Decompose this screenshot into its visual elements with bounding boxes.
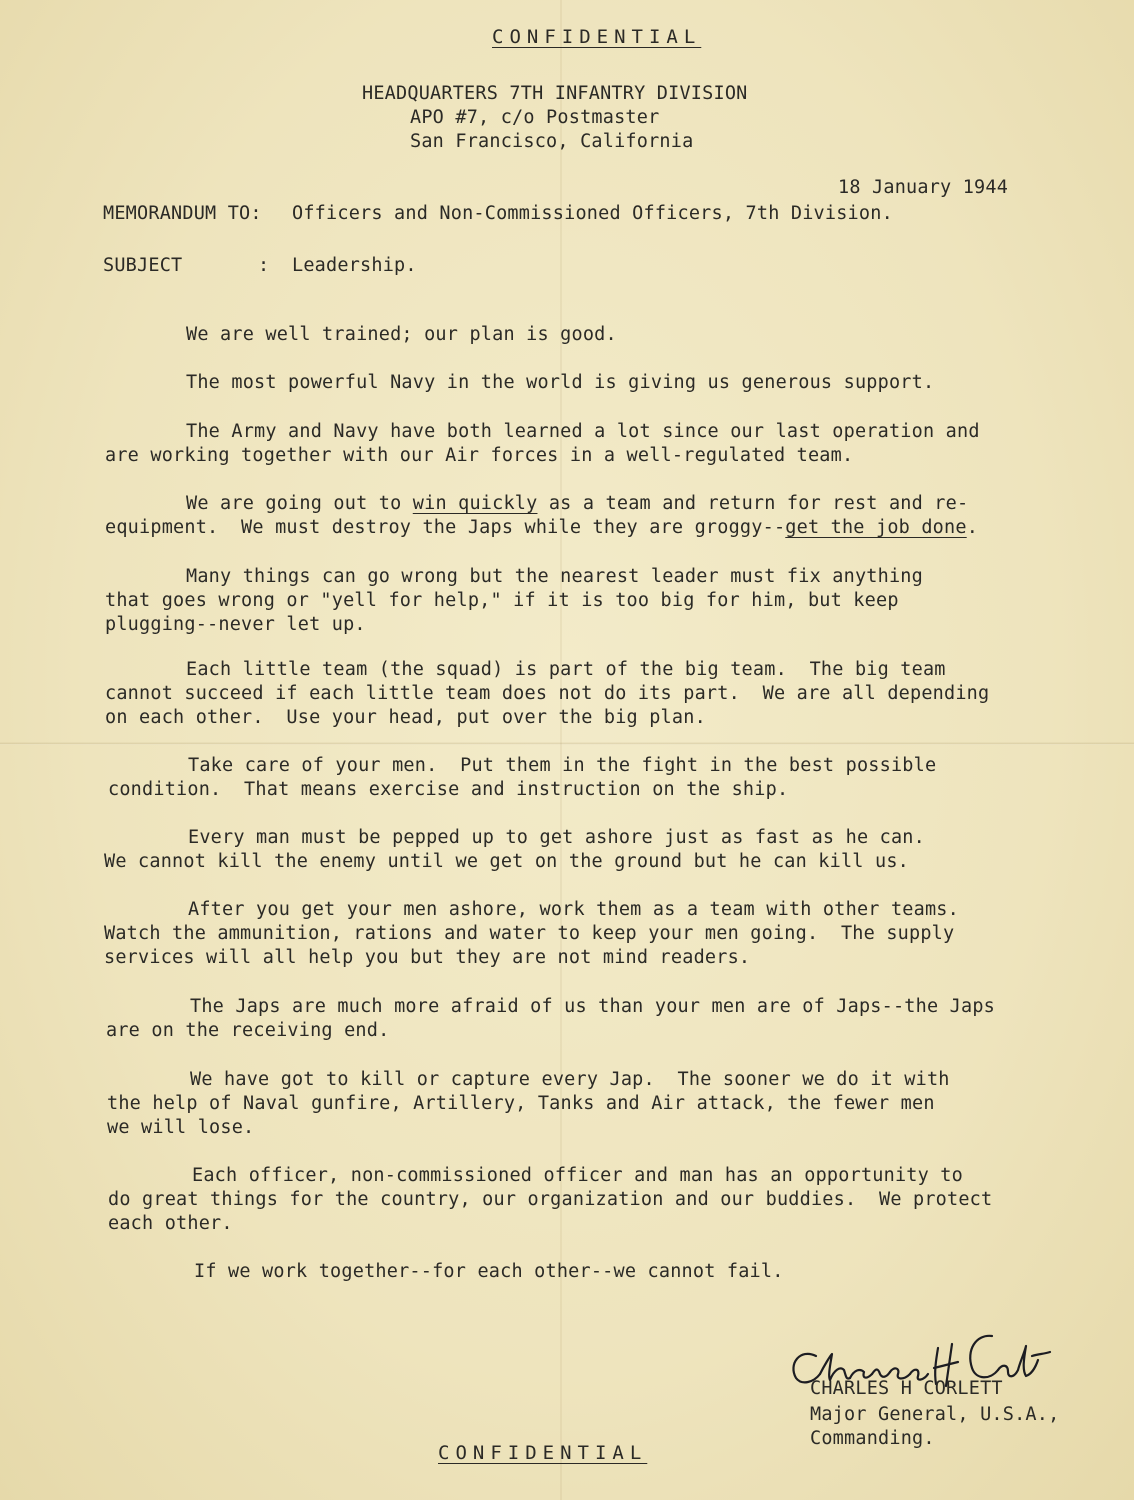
paragraph-12-line-1: Each officer, non-commissioned officer and man has an opportunity to: [192, 1165, 963, 1186]
org-line-3: San Francisco, California: [410, 131, 694, 152]
subject-colon: :: [258, 255, 270, 276]
memo-to-label: MEMORANDUM TO:: [103, 203, 262, 224]
paragraph-1: We are well trained; our plan is good.: [186, 324, 617, 345]
paragraph-6-line-1: Each little team (the squad) is part of the big team. The big team: [186, 659, 946, 680]
paragraph-7-line-1: Take care of your men. Put them in the fight in the best possible: [188, 755, 937, 776]
paragraph-10-line-2: are on the receiving end.: [106, 1020, 390, 1041]
signatory-title-2: Commanding.: [810, 1428, 935, 1449]
signatory-title-1: Major General, U.S.A.,: [810, 1404, 1060, 1425]
org-line-1: HEADQUARTERS 7TH INFANTRY DIVISION: [362, 83, 748, 104]
classification-bottom: CONFIDENTIAL: [438, 1442, 648, 1464]
paragraph-3-line-2: are working together with our Air forces in a well-regulated team.: [105, 445, 854, 466]
paragraph-6-line-2: cannot succeed if each little team does not do its part. We are all depending: [105, 683, 990, 704]
paragraph-5-line-2: that goes wrong or "yell for help," if it is too big for him, but keep: [105, 590, 899, 611]
paper-fold-line: [0, 742, 1134, 745]
paragraph-8-line-2: We cannot kill the enemy until we get on the ground but he can kill us.: [104, 851, 909, 872]
paragraph-9-line-3: services will all help you but they are not mind readers.: [104, 947, 751, 968]
memo-to-value: Officers and Non-Commissioned Officers, 7th Division.: [292, 203, 893, 224]
paragraph-2: The most powerful Navy in the world is giving us generous support.: [186, 372, 935, 393]
subject-label: SUBJECT: [103, 255, 183, 276]
paragraph-13: If we work together--for each other--we cannot fail.: [194, 1261, 784, 1282]
paragraph-8-line-1: Every man must be pepped up to get ashore just as fast as he can.: [188, 827, 925, 848]
memo-date: 18 January 1944: [838, 177, 1009, 198]
paragraph-11-line-3: we will lose.: [107, 1117, 255, 1138]
paragraph-7-line-2: condition. That means exercise and instruction on the ship.: [108, 779, 789, 800]
classification-top: CONFIDENTIAL: [492, 26, 702, 48]
paragraph-9-line-2: Watch the ammunition, rations and water to keep your men going. The supply: [104, 923, 955, 944]
paragraph-9-line-1: After you get your men ashore, work them as a team with other teams.: [188, 899, 959, 920]
emphasis-get-the-job-done: get the job done: [785, 517, 967, 538]
paragraph-11-line-1: We have got to kill or capture every Jap. The sooner we do it with: [190, 1069, 950, 1090]
paragraph-12-line-3: each other.: [108, 1213, 233, 1234]
paragraph-11-line-2: the help of Naval gunfire, Artillery, Tanks and Air attack, the fewer men: [107, 1093, 935, 1114]
subject-value: Leadership.: [292, 255, 417, 276]
paragraph-6-line-3: on each other. Use your head, put over the big plan.: [105, 707, 706, 728]
emphasis-win-quickly: win quickly: [412, 493, 538, 514]
paragraph-10-line-1: The Japs are much more afraid of us than your men are of Japs--the Japs: [190, 996, 995, 1017]
paragraph-5-line-3: plugging--never let up.: [105, 614, 366, 635]
paragraph-12-line-2: do great things for the country, our organization and our buddies. We protect: [108, 1189, 993, 1210]
paragraph-3-line-1: The Army and Navy have both learned a lot since our last operation and: [186, 421, 980, 442]
signatory-name: CHARLES H CORLETT: [810, 1378, 1003, 1399]
paragraph-5-line-1: Many things can go wrong but the nearest leader must fix anything: [186, 566, 923, 587]
paragraph-4-line-1: We are going out to win quickly as a team and return for rest and re-: [186, 493, 969, 514]
org-line-2: APO #7, c/o Postmaster: [410, 107, 660, 128]
paragraph-4-line-2: equipment. We must destroy the Japs while they are groggy--get the job done.: [105, 517, 979, 538]
